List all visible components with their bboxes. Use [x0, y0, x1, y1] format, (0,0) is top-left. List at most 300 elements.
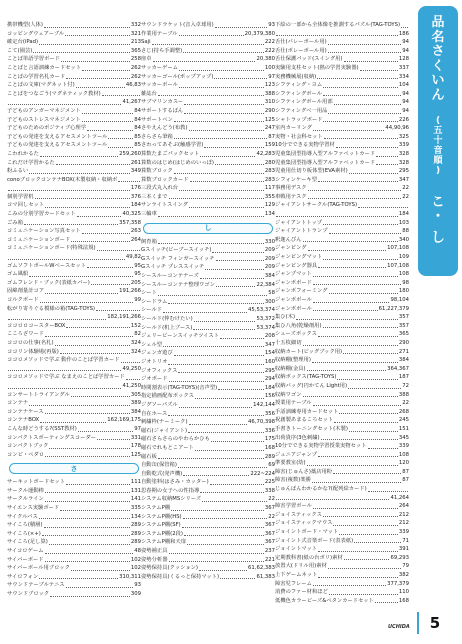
entry-page: 184 [398, 211, 409, 218]
dot-leader [308, 250, 387, 251]
entry-name: 磁石(ジャイアント) [141, 427, 188, 434]
entry-page: 209 [264, 264, 275, 271]
entry-name: ジャイアントトップ [275, 219, 323, 226]
index-entry [141, 367, 275, 376]
entry-name: 放置大(ドリル用)素材 [275, 563, 327, 570]
entry-name: ジョイスティックマウス [275, 520, 333, 527]
entry-page: 367 [264, 505, 275, 512]
index-entry [141, 141, 275, 150]
entry-page: 290 [264, 107, 275, 114]
dot-leader [108, 147, 133, 148]
entry-name: 磁石板 [141, 453, 157, 460]
entry-page: 191,266 [119, 288, 141, 295]
dot-leader [169, 381, 264, 382]
entry-name: Gスイッチ(ビーブースイッチ) [141, 247, 212, 254]
dot-leader [8, 370, 121, 371]
entry-name: 雑誌台 [141, 90, 157, 97]
dot-leader [216, 286, 256, 287]
dot-leader [199, 570, 247, 571]
index-entry [275, 73, 409, 82]
dot-leader [168, 303, 263, 304]
index-entry [7, 425, 141, 434]
entry-name: コッピングウェアーブル [7, 30, 65, 37]
entry-name: 自動塗料(はさみ・カッター) [141, 479, 209, 486]
entry-page: 300 [264, 298, 275, 305]
entry-page: 222 [264, 39, 275, 46]
entry-page: 61,62,383 [248, 565, 275, 572]
index-entry [275, 270, 409, 279]
index-entry [275, 373, 409, 382]
entry-name: サーキットボードセット [7, 479, 66, 486]
entry-name: 座卓 [141, 56, 152, 63]
index-entry [275, 98, 409, 107]
dot-leader [303, 396, 398, 397]
entry-name: ジオトリオ [141, 358, 168, 365]
index-entry [7, 98, 141, 107]
dot-leader [171, 510, 264, 511]
entry-name: サークル運動棒 [7, 487, 44, 494]
entry-page: 22 [268, 513, 275, 520]
dot-leader [303, 241, 398, 242]
index-entry [7, 124, 141, 133]
index-entry [7, 287, 141, 296]
entry-name: 舌仕(ボレーボール用) [275, 47, 327, 54]
dot-leader [220, 578, 255, 579]
entry-name: 授業用テーブル [275, 400, 312, 407]
index-entry [275, 236, 409, 245]
dot-leader [333, 473, 401, 474]
entry-page: 264 [398, 503, 409, 510]
entry-name: シェル型 [141, 341, 163, 348]
entry-name: 姿勢分析器 [141, 556, 168, 563]
entry-name: 障害児フレーム [275, 580, 312, 587]
dot-leader [354, 542, 401, 543]
entry-name: ジャンピング器具 [275, 262, 318, 269]
entry-page: 245 [398, 417, 409, 424]
entry-page: 367 [264, 522, 275, 529]
entry-page: 100 [264, 64, 275, 71]
dot-leader [303, 345, 398, 346]
entry-name: 携帯機型(人体) [7, 22, 43, 28]
dot-leader [158, 243, 264, 244]
entry-page: 159 [264, 142, 275, 149]
index-entry [275, 227, 409, 236]
dot-leader [178, 467, 267, 468]
entry-name: ゴムフレンド・ブック(表紙カバー) [7, 279, 90, 286]
entry-page: 209 [264, 255, 275, 262]
index-entry [7, 348, 141, 357]
entry-name: 出荷貴序(3色刺繍) [275, 434, 320, 441]
entry-name: 収納棚(整理用) [275, 357, 311, 364]
index-entry [7, 564, 141, 573]
dot-leader [190, 181, 264, 182]
entry-page: 48 [134, 548, 141, 555]
entry-page: 295 [398, 168, 409, 175]
index-entry [7, 322, 141, 331]
entry-page: 102 [130, 556, 141, 563]
index-entry [7, 478, 141, 487]
entry-page: 367 [264, 539, 275, 546]
entry-name: システム収納MSシリーズ [141, 496, 202, 503]
index-entry [141, 427, 275, 436]
index-entry [7, 116, 141, 125]
entry-page: 208 [264, 333, 275, 340]
index-entry [275, 141, 409, 150]
dot-leader [323, 259, 398, 260]
dot-leader [276, 216, 398, 217]
index-entry [275, 167, 409, 176]
entry-page: 40,325 [122, 211, 141, 218]
dot-leader [343, 353, 398, 354]
dot-leader [368, 491, 408, 492]
entry-name: 舌仕保護パッド(スイング用) [275, 56, 343, 63]
index-entry [7, 590, 141, 599]
dot-leader [8, 259, 125, 260]
entry-page: 338 [264, 487, 275, 494]
entry-page: 168 [264, 444, 275, 451]
dot-leader [205, 269, 264, 270]
index-entry [275, 184, 409, 193]
dot-leader [318, 267, 386, 268]
dot-leader [334, 104, 402, 105]
entry-page: 262 [130, 64, 141, 71]
index-entry [275, 279, 409, 288]
index-entry [275, 597, 409, 606]
entry-page: 365 [130, 47, 141, 54]
index-entry [275, 296, 409, 305]
dot-leader [45, 553, 134, 554]
index-entry [275, 64, 409, 73]
dot-leader [163, 346, 264, 347]
entry-page: 134 [130, 513, 141, 520]
entry-name: さわってあそぶ(触感学習) [141, 142, 204, 149]
entry-name: ジョイント式音楽ボード(表表紙) [275, 537, 354, 544]
entry-page: 98 [402, 279, 409, 286]
entry-name: 手書きトーニングセット(木製) [275, 425, 348, 432]
index-entry [7, 210, 141, 219]
dot-leader [8, 388, 121, 389]
index-entry [275, 322, 409, 331]
entry-name: ジオボード [141, 376, 168, 383]
index-entry [141, 176, 275, 185]
dot-leader [50, 596, 130, 597]
dot-leader [45, 293, 118, 294]
entry-name: 算数ブロックカード [141, 176, 189, 183]
index-entry [275, 476, 409, 485]
entry-name: 収納ボックス(TAG-TOYS) [275, 374, 337, 381]
section-header-kana: さ [9, 463, 139, 474]
index-entry [7, 538, 141, 547]
index-entry [275, 365, 409, 374]
entry-name: 児童集団型指導入型アルファベットカード [275, 159, 376, 166]
entry-name: ジョイントマット [275, 546, 318, 553]
entry-name: サブマリンカスー [141, 99, 184, 106]
index-entry [275, 193, 409, 202]
index-entry [275, 55, 409, 64]
index-entry [7, 521, 141, 530]
index-entry [275, 382, 409, 391]
entry-page: 58 [268, 290, 275, 297]
entry-page: 49,82 [125, 254, 141, 261]
dot-leader [163, 312, 247, 313]
section-kana-shi: し [431, 230, 445, 246]
dot-leader [42, 535, 130, 536]
index-entry [141, 384, 275, 393]
index-entry [275, 339, 409, 348]
index-entry [7, 487, 141, 496]
index-entry [7, 339, 141, 348]
entry-page: 337 [398, 64, 409, 71]
dot-leader [313, 284, 401, 285]
dot-leader [328, 113, 401, 114]
dot-leader [55, 345, 130, 346]
index-entry [141, 64, 275, 73]
index-entry [141, 193, 275, 202]
entry-page: 336 [264, 427, 275, 434]
entry-page: 384 [130, 408, 141, 415]
entry-name: 室内カーリング [275, 125, 312, 132]
index-entry [275, 90, 409, 99]
entry-name: サイころ(積層) [7, 522, 43, 529]
index-entry [141, 21, 275, 30]
dot-leader [184, 113, 264, 114]
entry-page: 87 [268, 133, 275, 140]
entry-page: 102 [130, 565, 141, 572]
entry-page: 85 [134, 142, 141, 149]
index-entry [7, 107, 141, 116]
index-entry [7, 279, 141, 288]
index-entry [7, 434, 141, 443]
entry-name: ココロメソッドで学ぶ 動作のことば学習カード [7, 357, 120, 364]
dot-leader [313, 405, 402, 406]
index-entry [7, 365, 141, 374]
dot-leader [328, 52, 402, 53]
dot-leader [215, 27, 268, 28]
entry-page: 283 [264, 168, 275, 175]
index-entry [7, 150, 141, 159]
entry-name: ココリン体験場(再版) [7, 348, 59, 355]
index-entry [7, 236, 141, 245]
dot-leader [308, 198, 402, 199]
entry-name: サンライトスイング [141, 202, 188, 209]
entry-page: 335 [130, 505, 141, 512]
entry-name: ごみ箱 [7, 219, 23, 226]
entry-page: 357,358 [119, 219, 141, 226]
dot-leader [333, 525, 397, 526]
dot-leader [45, 336, 133, 337]
entry-page: 261 [130, 159, 141, 166]
dot-leader [202, 501, 267, 502]
entry-page: 71 [402, 537, 409, 544]
index-entry [141, 478, 275, 487]
dot-leader [323, 224, 398, 225]
index-entry [141, 281, 275, 290]
entry-name: コンテナBOX [7, 417, 40, 424]
index-entry [141, 530, 275, 539]
dot-leader [77, 216, 122, 217]
entry-name: 算数のはじめ(はじめのいっぽ) [141, 159, 214, 166]
entry-name: こみの分別学習カードセット [7, 211, 76, 218]
index-entry [141, 487, 275, 496]
dot-leader [45, 456, 130, 457]
entry-page: 388 [264, 90, 275, 97]
index-entry [275, 38, 409, 47]
entry-name: コンパクトブック [7, 443, 49, 450]
dot-leader [174, 355, 264, 356]
index-column-2 [141, 21, 275, 581]
entry-name: 実務機械展(収納) [275, 73, 317, 80]
dot-leader [76, 87, 125, 88]
entry-name: 子どものためのポジティブ心理学 [7, 125, 87, 132]
index-entry [141, 73, 275, 82]
entry-page: 79 [402, 563, 409, 570]
entry-name: 集ひ八角(乾燥剤用) [275, 322, 322, 329]
entry-name: ジャンボフォーミング [275, 288, 328, 295]
index-entry [275, 511, 409, 520]
entry-page: 357 [398, 322, 409, 329]
dot-leader [334, 422, 398, 423]
entry-name: こんな時どうする?(SST教材) [7, 425, 77, 432]
index-entry [141, 324, 275, 333]
dot-leader [39, 578, 118, 579]
dot-leader [329, 233, 402, 234]
dot-leader [40, 422, 106, 423]
index-entry [141, 349, 275, 358]
dot-leader [183, 52, 264, 53]
dot-leader [188, 432, 264, 433]
index-entry [141, 98, 275, 107]
entry-page: 226 [398, 116, 409, 123]
entry-name: ジャンボボール [275, 297, 312, 303]
entry-name: サイバーボード [7, 556, 44, 563]
index-entry [7, 330, 141, 339]
index-entry [141, 470, 275, 479]
index-entry [7, 47, 141, 56]
entry-name: ジェンガ遊び [141, 350, 173, 357]
index-entry [275, 571, 409, 580]
entry-name: 実験用支柱セット(熱の学習実験器) [275, 64, 359, 71]
entry-name: ジャンピングマット [275, 254, 323, 261]
index-entry [7, 73, 141, 82]
entry-name: ジャンボボード [275, 279, 312, 286]
entry-page: 85 [134, 133, 141, 140]
dot-leader [183, 475, 249, 476]
index-entry [141, 306, 275, 315]
entry-page: 212 [398, 520, 409, 527]
dot-leader [152, 44, 264, 45]
entry-name: 固綿剤量計コア [7, 288, 45, 295]
entry-page: 94 [402, 107, 409, 114]
entry-name: 粉ふるい [7, 168, 29, 175]
entry-name: サウンドブロック [7, 591, 50, 597]
entry-page: 367 [264, 530, 275, 537]
entry-name: 実物・社会科セット [275, 133, 323, 140]
entry-page: 389 [130, 400, 141, 407]
dot-leader [97, 250, 140, 251]
entry-name: Gスイッチ フィンガースイッチ [141, 255, 215, 262]
entry-page: 225 [264, 479, 275, 486]
index-entry [275, 348, 409, 357]
entry-page: 134 [264, 211, 275, 218]
index-entry [7, 504, 141, 513]
entry-name: ことば単語学習ボード [7, 56, 60, 63]
index-entry [275, 81, 409, 90]
entry-name: システムP棚和天扉 [141, 539, 187, 546]
entry-page: 20,379,380 [244, 30, 275, 37]
dot-leader [87, 130, 133, 131]
entry-page: 289 [130, 539, 141, 546]
entry-name: ことばの文庫(マグネット付) [7, 82, 75, 89]
index-subtitle: ( 五 十 音 順 ) [433, 116, 443, 176]
index-entry [7, 167, 141, 176]
entry-page: 259,260 [119, 150, 141, 157]
entry-page: 290 [398, 339, 409, 346]
dot-leader [189, 130, 264, 131]
index-entry [7, 193, 141, 202]
index-entry [141, 246, 275, 255]
index-entry [7, 133, 141, 142]
index-entry [141, 116, 275, 125]
dot-leader [184, 104, 264, 105]
index-entry [7, 141, 141, 150]
entry-page: 205 [130, 279, 141, 286]
dot-leader [324, 138, 398, 139]
entry-page: 141 [130, 496, 141, 503]
entry-name: 事務用デスク [275, 185, 307, 192]
entry-name: 障害(じゅんさ)藁店用粉 [275, 468, 333, 475]
index-entry [141, 341, 275, 350]
entry-page: 364,367 [387, 365, 409, 372]
index-entry [141, 392, 275, 401]
dot-leader [158, 95, 264, 96]
index-entry [7, 556, 141, 565]
dot-leader [312, 482, 401, 483]
dot-leader [66, 587, 134, 588]
index-entry [7, 399, 141, 408]
index-entry [7, 416, 141, 425]
entry-page: 186 [398, 30, 409, 37]
entry-name: 三本くまで [141, 193, 168, 200]
entry-name: コミュニケーションボード [7, 236, 71, 243]
index-entry [7, 391, 141, 400]
entry-page: 262 [130, 73, 141, 80]
dot-leader [45, 492, 130, 493]
section-header-kana: し [143, 223, 273, 234]
index-entry [275, 545, 409, 554]
index-entry [275, 425, 409, 434]
entry-name: ジャンボボール [275, 305, 312, 312]
entry-page: 187 [398, 374, 409, 381]
dot-leader [337, 379, 397, 380]
entry-name: コンテナケース [7, 408, 44, 415]
entry-page: 280 [264, 159, 275, 166]
dot-leader [220, 338, 264, 339]
entry-page: 154 [264, 350, 275, 357]
entry-page: 222 [264, 47, 275, 54]
index-entry [275, 519, 409, 528]
entry-name: 収納バッグ(円かてん Light用) [275, 382, 348, 389]
entry-page: 129 [264, 202, 275, 209]
index-entry [141, 238, 275, 247]
dot-leader [328, 44, 402, 45]
entry-page: 108 [398, 271, 409, 278]
index-entry [275, 502, 409, 511]
entry-name: サークルライン [7, 496, 44, 503]
entry-name: サポートするばん [141, 107, 184, 114]
entry-page: 61,227,379 [378, 305, 409, 312]
entry-name: サイバーボール用ブロック [7, 565, 70, 572]
dot-leader [189, 207, 264, 208]
